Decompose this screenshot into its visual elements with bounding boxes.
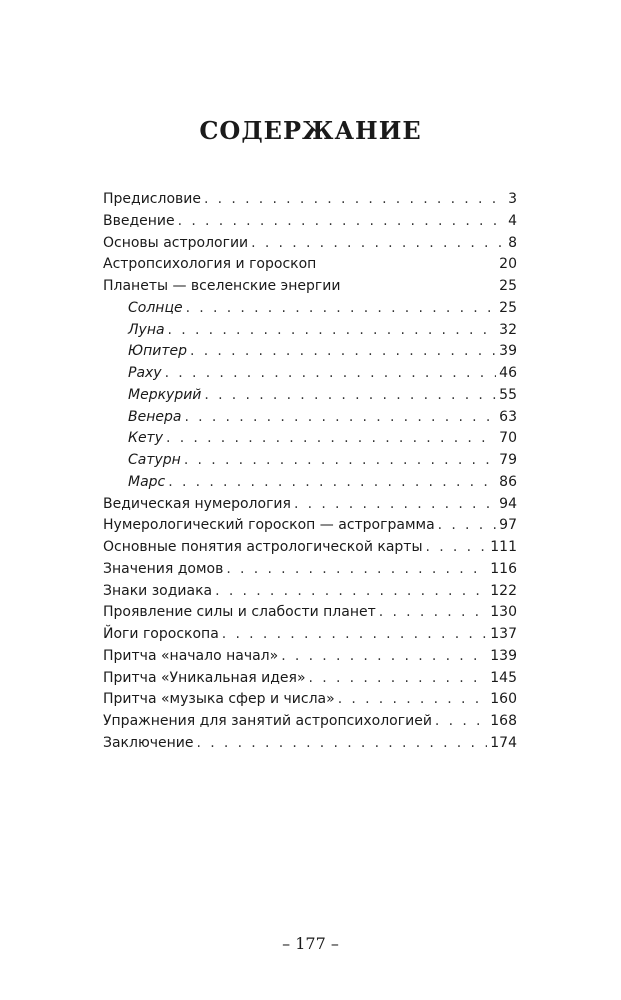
toc-entry-page: 139: [490, 647, 517, 664]
toc-entry-label: Притча «начало начал»: [103, 647, 279, 664]
toc-entry-page: 160: [490, 691, 517, 708]
toc-dot-leader: [178, 211, 505, 233]
toc-entry: [103, 733, 517, 755]
toc-entry: [103, 189, 517, 211]
toc-entry: [103, 624, 517, 646]
toc-dot-leader: [226, 559, 487, 581]
toc-dot-leader: [168, 472, 496, 494]
toc-entry: [103, 428, 517, 450]
toc-entry: [103, 363, 517, 385]
toc-dot-leader: [309, 668, 488, 690]
toc-entry-label: Раху: [128, 365, 162, 381]
toc-dot-leader: [251, 233, 505, 255]
toc-entry-page: 174: [490, 734, 517, 751]
toc-entry-label: Луна: [128, 321, 165, 338]
toc-dot-leader: [222, 624, 487, 646]
toc-entry-label: Знаки зодиака: [103, 582, 213, 599]
toc-entry: [103, 233, 517, 255]
toc-entry-page: 122: [490, 582, 517, 599]
toc-entry-label: Проявление силы и слабости планет: [103, 604, 376, 621]
toc-entry: [103, 711, 517, 733]
toc-dot-leader: [379, 602, 488, 624]
toc-entry-label: Астропсихология и гороскоп: [103, 256, 317, 273]
toc-entry: [103, 211, 517, 233]
toc-entry-label: Притча «музыка сфер и числа»: [103, 691, 335, 708]
toc-dot-leader: [166, 428, 496, 450]
toc-entry-page: 79: [499, 452, 517, 468]
toc-dot-leader: [168, 320, 497, 342]
toc-entry-page: 25: [499, 278, 517, 294]
toc-entry: [103, 341, 517, 363]
toc-dot-leader: [204, 189, 505, 211]
toc-dot-leader: [190, 341, 496, 363]
toc-dot-leader: [281, 646, 487, 668]
toc-entry-page: 63: [499, 408, 517, 425]
toc-dot-leader: [184, 407, 496, 429]
toc-entry-label: Меркурий: [128, 386, 202, 403]
toc-dot-leader: [294, 494, 496, 516]
toc-entry-page: 168: [490, 713, 517, 729]
toc-entry-page: 86: [499, 473, 517, 490]
toc-entry-label: Предисловие: [103, 191, 201, 207]
toc-entry-page: 55: [499, 386, 517, 403]
toc-entry-label: Кету: [128, 430, 163, 447]
toc-dot-leader: [435, 711, 487, 733]
toc-entry-page: 46: [499, 365, 517, 381]
toc-entry-page: 20: [499, 256, 517, 273]
toc-entry-label: Йоги гороскопа: [103, 626, 219, 642]
toc-entry-label: Ведическая нумерология: [103, 495, 291, 512]
toc-entry-label: Солнце: [128, 299, 183, 316]
toc-entry-label: Венера: [128, 408, 182, 425]
toc-entry-label: Планеты — вселенские энергии: [103, 278, 341, 294]
toc-entry-page: 111: [490, 539, 517, 555]
toc-dot-leader: [186, 298, 497, 320]
toc-entry-page: 116: [490, 560, 517, 577]
toc-entry-label: Марс: [128, 473, 166, 490]
toc-entry-label: Заключение: [103, 734, 194, 751]
toc-entry-page: 145: [490, 669, 517, 686]
toc-entry-label: Основы астрологии: [103, 234, 249, 251]
toc-dot-leader: [184, 450, 496, 472]
toc-dot-leader: [338, 689, 488, 711]
toc-entry-page: 137: [490, 626, 517, 642]
toc-entry: [103, 515, 517, 537]
toc-entry: [103, 559, 517, 581]
toc-entry-page: 130: [490, 604, 517, 621]
toc-entry-page: 8: [508, 234, 517, 251]
toc-entry: [103, 494, 517, 516]
toc-entry: [103, 602, 517, 624]
toc-entry-label: Нумерологический гороскоп — астрограмма: [103, 517, 435, 534]
toc-entry-label: Значения домов: [103, 560, 224, 577]
toc-entry-label: Упражнения для занятий астропсихологией: [103, 713, 432, 729]
toc-dot-leader: [197, 733, 488, 755]
toc-entry: [103, 254, 517, 276]
toc-dot-leader: [426, 537, 488, 559]
toc-entry-label: Основные понятия астрологической карты: [103, 539, 423, 555]
toc-entry: [103, 298, 517, 320]
toc-dot-leader: [165, 363, 497, 385]
toc-entry: [103, 689, 517, 711]
toc-entry-page: 25: [499, 299, 517, 316]
toc-entry-label: Сатурн: [128, 452, 181, 468]
table-of-contents: [103, 189, 517, 755]
toc-entry: [103, 320, 517, 342]
toc-entry: [103, 668, 517, 690]
toc-entry: [103, 450, 517, 472]
toc-entry-label: Введение: [103, 212, 175, 229]
toc-entry-page: 4: [508, 212, 517, 229]
toc-entry-label: Юпитер: [128, 343, 188, 360]
page-number: – 177 –: [282, 934, 339, 953]
toc-entry: [103, 537, 517, 559]
toc-entry-page: 39: [499, 343, 517, 360]
toc-entry-page: 94: [499, 495, 517, 512]
toc-entry: [103, 385, 517, 407]
toc-dot-leader: [438, 515, 497, 537]
toc-entry: [103, 407, 517, 429]
toc-entry-page: 3: [508, 191, 517, 207]
toc-entry-page: 70: [499, 430, 517, 447]
toc-dot-leader: [215, 581, 487, 603]
toc-entry: [103, 472, 517, 494]
toc-dot-leader: [204, 385, 496, 407]
toc-entry-page: 32: [499, 321, 517, 338]
toc-entry: [103, 646, 517, 668]
toc-entry-page: 97: [499, 517, 517, 534]
page-title: СОДЕРЖАНИЕ: [199, 116, 422, 146]
toc-entry: [103, 581, 517, 603]
toc-entry-label: Притча «Уникальная идея»: [103, 669, 306, 686]
toc-entry: [103, 276, 517, 298]
